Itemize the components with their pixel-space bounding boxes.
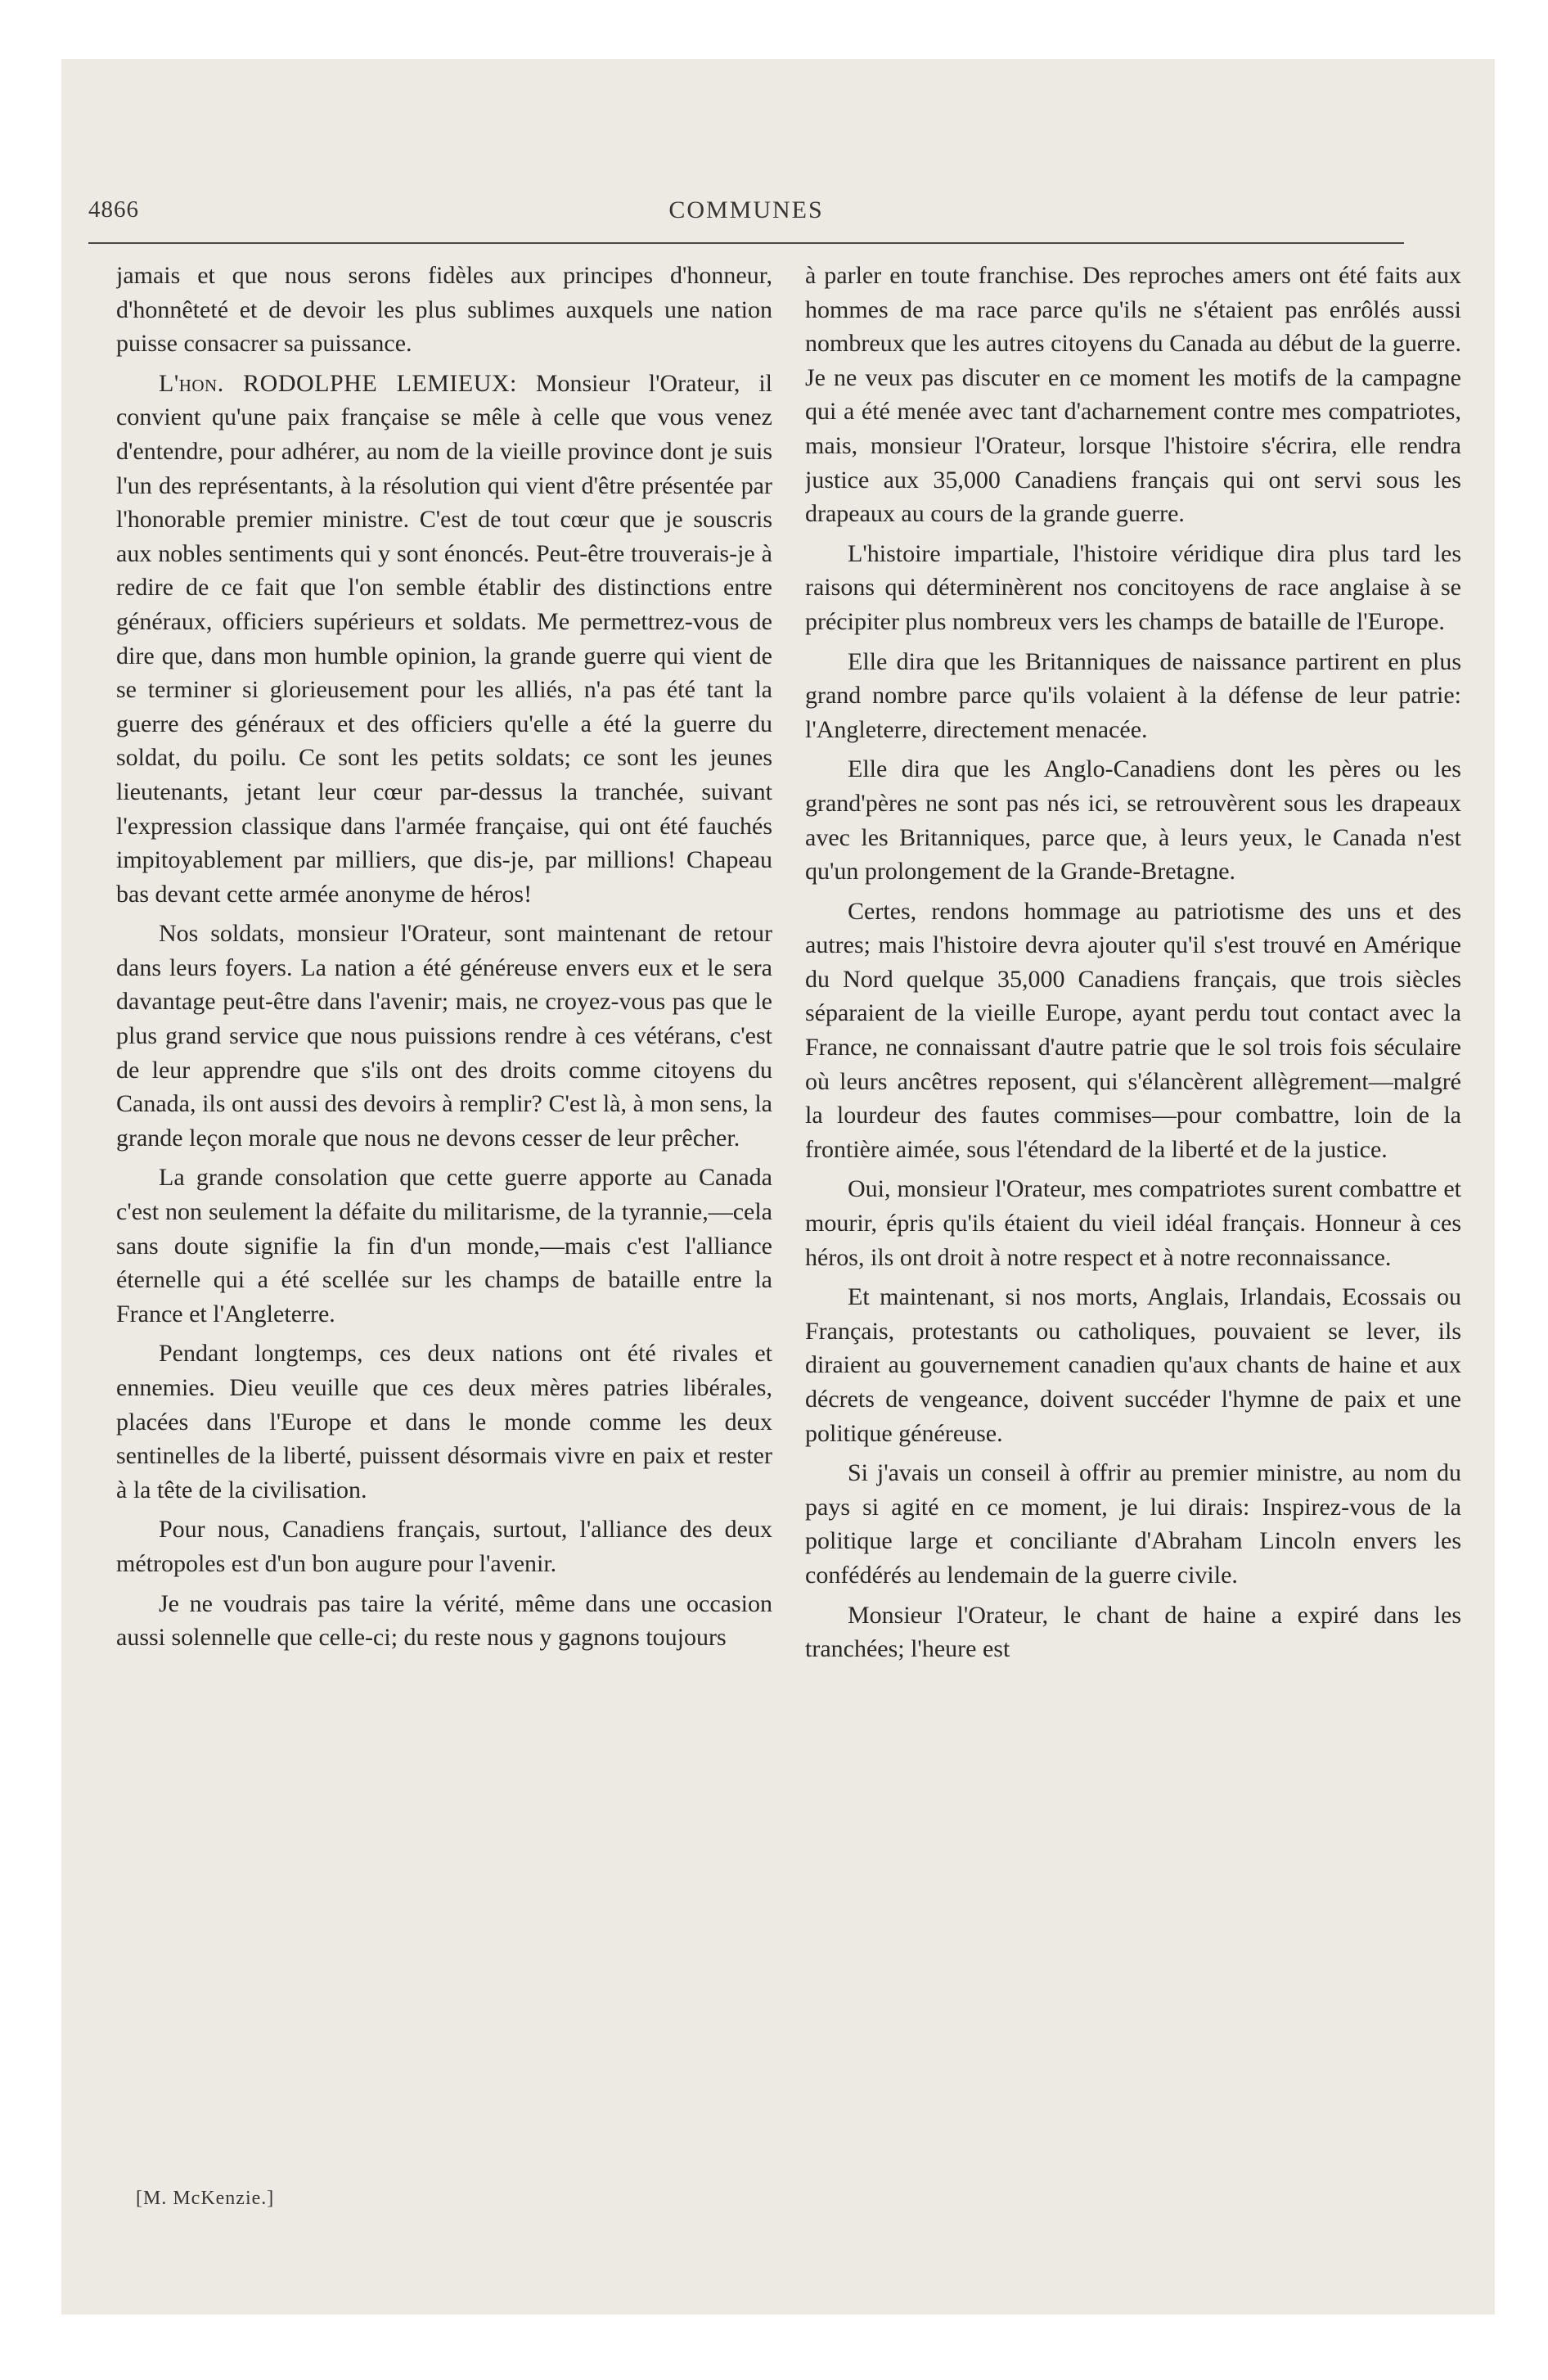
speaker-footnote: [M. McKenzie.] xyxy=(136,2188,275,2209)
paragraph: L'histoire impartiale, l'histoire véridique dira plus tard les raisons qui déterminèrent nos concitoyens de race anglaise à se précipiter plus nombreux vers les champs de bataille de l'Europe. xyxy=(805,539,1461,635)
paragraph: Certes, rendons hommage au patriotisme des uns et des autres; mais l'histoire devra ajouter qu'il s'est trouvé en Amérique du Nord quelque 35,000 Canadiens français, que trois siècles séparaient de la vieille Europe, ayant perdu tout contact avec la France, ne connaissant d'autre patrie que le sol trois fois séculaire où leurs ancêtres reposent, qui s'élancèrent allègrement—malgré la lourdeur des fautes commises—pour combattre, loin de la frontière aimée, sous l'étendard de la liberté et de la justice. xyxy=(805,897,1461,1163)
paragraph: Pour nous, Canadiens français, surtout, l'alliance des deux métropoles est d'un bon augure pour l'avenir. xyxy=(116,1516,772,1577)
paragraph: La grande consolation que cette guerre apporte au Canada c'est non seulement la défaite du militarisme, de la tyrannie,—cela sans doute signifie la fin d'un monde,—mais c'est l'alliance éternelle qui a été scellée sur les champs de bataille entre la France et l'Angleterre. xyxy=(116,1164,772,1327)
speaker-name: L'hon. RODOLPHE LEMIEUX: xyxy=(159,369,517,397)
paragraph: L'hon. RODOLPHE LEMIEUX: Monsieur l'Orateur, il convient qu'une paix française se mêle à celle que vous venez d'entendre, pour adhérer, au nom de la vieille province dont je suis l'un des représentants, à la résolution qui vient d'être présentée par l'honorable premier ministre. C'est de tout cœur que je souscris aux nobles sentiments qui y sont énoncés. Peut-être trouverais-je à redire de ce fait que l'on semble établir des distinctions entre généraux, officiers supérieurs et soldats. Me permettrez-vous de dire que, dans mon humble opinion, la grande guerre qui vient de se terminer si glorieusement pour les alliés, n'a pas été tant la guerre des généraux et des officiers qu'elle a été la guerre du soldat, du poilu. Ce sont les petits soldats; ce sont les jeunes lieutenants, jetant leur cœur par-dessus la tranchée, suivant l'expression classique dans l'armée française, qui ont été fauchés impitoyablement par milliers, que dis-je, par millions! Chapeau bas devant cette armée anonyme de héros! xyxy=(116,369,772,908)
paragraph: Et maintenant, si nos morts, Anglais, Irlandais, Ecossais ou Français, protestants ou catholiques, pouvaient se lever, ils diraient au gouvernement canadien qu'aux chants de haine et aux décrets de vengeance, doivent succéder l'hymne de paix et une politique généreuse. xyxy=(805,1283,1461,1447)
paragraph: Elle dira que les Britanniques de naissance partirent en plus grand nombre parce qu'ils volaient à la défense de leur patrie: l'Angleterre, directement menacée. xyxy=(805,647,1461,743)
paragraph: Je ne voudrais pas taire la vérité, même dans une occasion aussi solennelle que celle-ci; du reste nous y gagnons toujours xyxy=(116,1589,772,1652)
running-title: COMMUNES xyxy=(668,196,824,223)
paragraph: Nos soldats, monsieur l'Orateur, sont maintenant de retour dans leurs foyers. La nation a été généreuse envers eux et le sera davantage peut-être dans l'avenir; mais, ne croyez-vous pas que le plus grand service que nous puissions rendre à ces vétérans, c'est de leur apprendre que s'ils ont des droits comme citoyens du Canada, ils ont aussi des devoirs à remplir? C'est là, à mon sens, la grande leçon morale que nous ne devons cesser de leur prêcher. xyxy=(116,920,772,1152)
paragraph: jamais et que nous serons fidèles aux principes d'honneur, d'honnêteté et de devoir les plus sublimes auxquels une nation puisse consacrer sa puissance. xyxy=(116,262,772,358)
left-column xyxy=(116,259,772,2182)
paragraph: Monsieur l'Orateur, le chant de haine a expiré dans les tranchées; l'heure est xyxy=(805,1601,1461,1663)
page-header xyxy=(88,196,1404,242)
paragraph: Elle dira que les Anglo-Canadiens dont les pères ou les grand'pères ne sont pas nés ici, se retrouvèrent sous les drapeaux avec les Britanniques, parce que, à leurs yeux, le Canada n'est qu'un prolongement de la Grande-Bretagne. xyxy=(805,755,1461,886)
header-rule xyxy=(88,242,1404,244)
page-number: 4866 xyxy=(88,196,139,223)
paragraph: Oui, monsieur l'Orateur, mes compatriotes surent combattre et mourir, épris qu'ils étaient du vieil idéal français. Honneur à ces héros, ils ont droit à notre respect et à notre reconnaissance. xyxy=(805,1175,1461,1271)
paragraph: Si j'avais un conseil à offrir au premier ministre, au nom du pays si agité en ce moment, je lui dirais: Inspirez-vous de la politique large et conciliante d'Abraham Lincoln envers les confédérés au lendemain de la guerre civile. xyxy=(805,1459,1461,1589)
right-column xyxy=(805,259,1461,2182)
paragraph: à parler en toute franchise. Des reproches amers ont été faits aux hommes de ma race parce qu'ils ne s'étaient pas enrôlés aussi nombreux que les autres citoyens du Canada au début de la guerre. Je ne veux pas discuter en ce moment les motifs de la campagne qui a été menée avec tant d'acharnement contre mes compatriotes, mais, monsieur l'Orateur, lorsque l'histoire s'écrira, elle rendra justice aux 35,000 Canadiens français qui ont servi sous les drapeaux au cours de la grande guerre. xyxy=(805,262,1461,528)
paragraph: Pendant longtemps, ces deux nations ont été rivales et ennemies. Dieu veuille que ces deux mères patries libérales, placées dans l'Europe et dans le monde comme les deux sentinelles de la liberté, puissent désormais vivre en paix et rester à la tête de la civilisation. xyxy=(116,1340,772,1503)
